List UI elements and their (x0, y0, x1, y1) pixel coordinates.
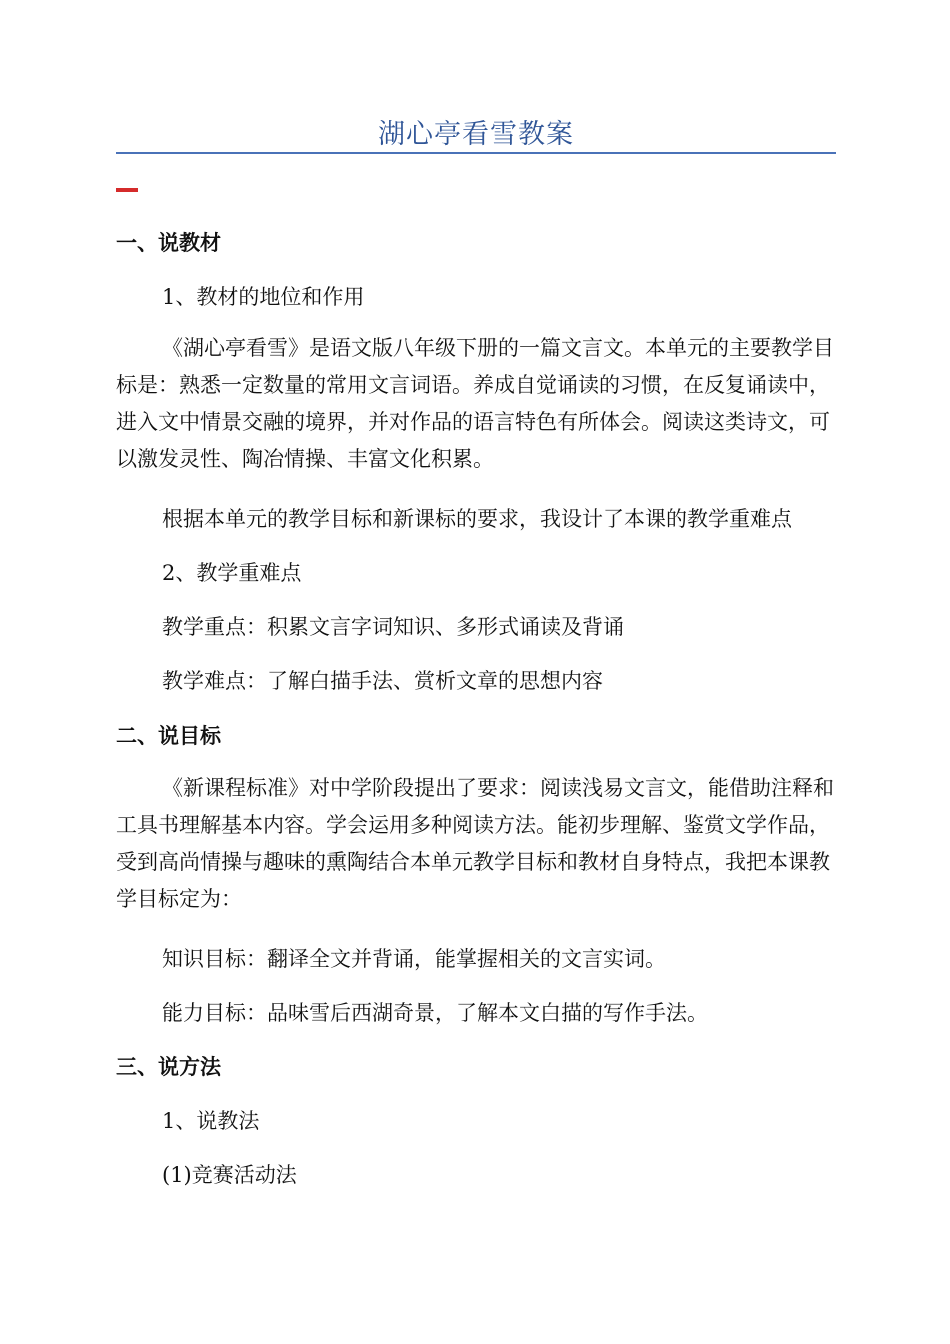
paragraph-2: 《新课程标准》对中学阶段提出了要求：阅读浅易文言文，能借助注释和工具书理解基本内容。学会运用多种阅读方法。能初步理解、鉴赏文学作品，受到高尚情操与趣味的熏陶结合本单元教学目标和教材自身特点，我把本课教学目标定为： (116, 776, 834, 911)
subheading-2: 2、教学重难点 (162, 561, 302, 585)
section-heading-1: 一、说教材 (116, 231, 221, 255)
subheading-1: 1、教材的地位和作用 (162, 285, 365, 309)
section-heading-3: 三、说方法 (116, 1055, 221, 1079)
key-point: 教学重点：积累文言字词知识、多形式诵读及背诵 (162, 615, 624, 639)
red-marker (116, 188, 138, 192)
paragraph-1: 《湖心亭看雪》是语文版八年级下册的一篇文言文。本单元的主要教学目标是：熟悉一定数量的常用文言词语。养成自觉诵读的习惯，在反复诵读中，进入文中情景交融的境界，并对作品的语言特色有所体会。阅读这类诗文，可以激发灵性、陶冶情操、丰富文化积累。 (116, 336, 834, 471)
line-design: 根据本单元的教学目标和新课标的要求，我设计了本课的教学重难点 (162, 507, 792, 531)
ability-goal: 能力目标：品味雪后西湖奇景，了解本文白描的写作手法。 (162, 1001, 708, 1025)
subheading-3: 1、说教法 (162, 1109, 260, 1133)
document-title: 湖心亭看雪教案 (378, 119, 574, 150)
method-item-1: (1)竞赛活动法 (162, 1163, 297, 1187)
section-heading-2: 二、说目标 (116, 724, 221, 748)
title-underline (116, 152, 836, 154)
knowledge-goal: 知识目标：翻译全文并背诵，能掌握相关的文言实词。 (162, 947, 666, 971)
difficult-point: 教学难点：了解白描手法、赏析文章的思想内容 (162, 669, 603, 693)
